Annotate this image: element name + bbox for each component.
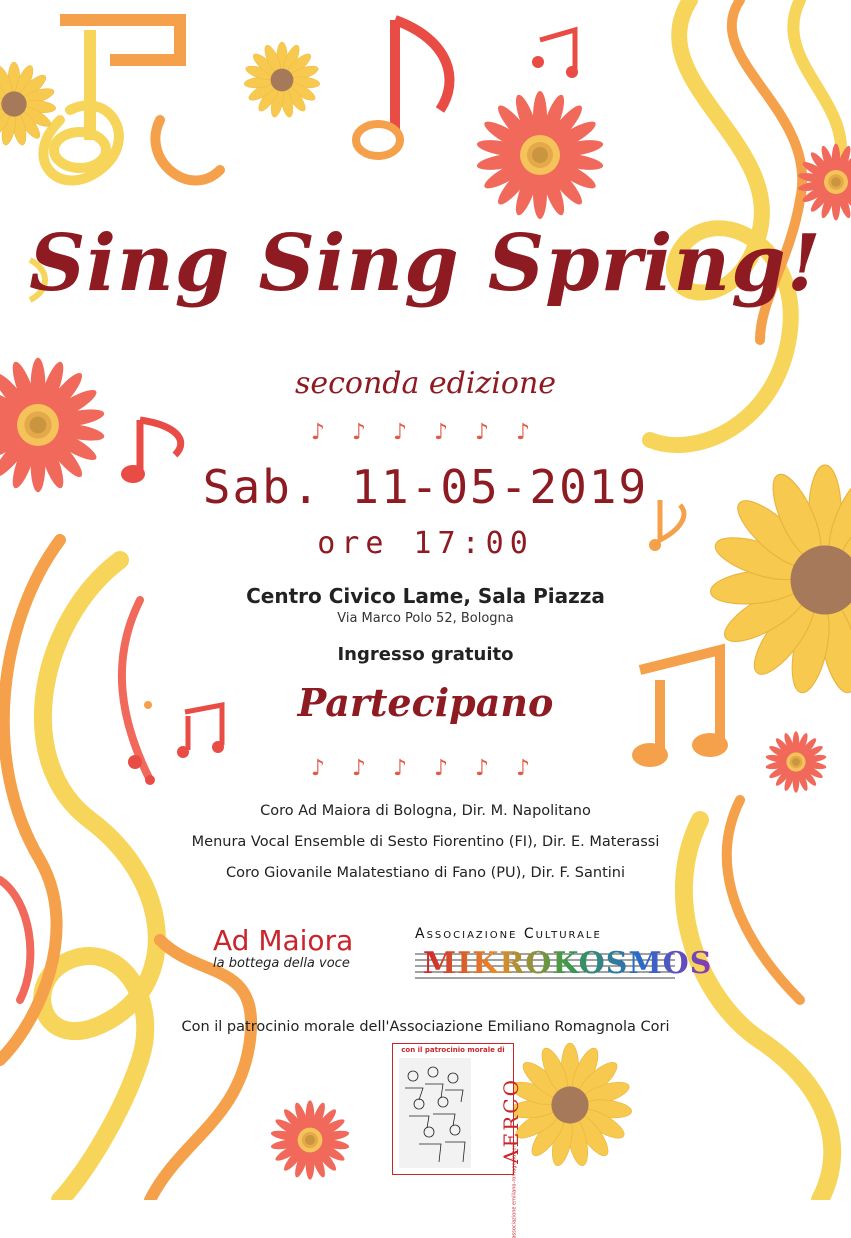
participants-heading: Partecipano (297, 680, 554, 725)
poster-subtitle: seconda edizione (294, 366, 557, 401)
list-item: Coro Giovanile Malatestiano di Fano (PU), Dir. F. Santini (225, 865, 626, 881)
aerco-name: AERCO (499, 1078, 523, 1164)
event-venue: Centro Civico Lame, Sala Piazza (246, 584, 605, 608)
choir-list (0, 796, 851, 889)
aerco-url: associazione emiliano-romagnola cori (511, 1144, 517, 1238)
gerbera-flower-icon (476, 91, 604, 219)
list-item: Coro Ad Maiora di Bologna, Dir. M. Napolitano (260, 803, 591, 819)
music-note-icon (356, 20, 450, 156)
choir-illustration-icon (399, 1058, 471, 1168)
event-address: Via Marco Polo 52, Bologna (337, 611, 514, 626)
event-date: Sab. 11-05-2019 (202, 460, 649, 514)
mikrokosmos-name: MIKROKOSMOS (423, 946, 713, 981)
aerco-caption: con il patrocinio morale di (401, 1046, 505, 1054)
admaiora-tagline: la bottega della voce (213, 956, 350, 971)
sunflower-icon (507, 1043, 632, 1167)
mikrokosmos-caption: Associazione Culturale (415, 926, 602, 942)
event-time: ore 17:00 (317, 526, 534, 561)
music-note-icon (532, 30, 578, 78)
admaiora-logo (213, 926, 363, 971)
sunflower-icon (244, 42, 321, 118)
list-item: Menura Vocal Ensemble di Sesto Fiorentino (FI), Dir. E. Materassi (191, 834, 660, 850)
gerbera-flower-icon (270, 1100, 350, 1179)
admaiora-name: Ad Maiora (213, 924, 354, 957)
music-notes-divider-icon: ♪ ♪ ♪ ♪ ♪ ♪ (310, 756, 541, 781)
poster-title: Sing Sing Spring! (29, 218, 822, 309)
mikrokosmos-wordmark (415, 946, 713, 984)
mikrokosmos-logo (415, 926, 713, 984)
music-notes-divider-icon: ♪ ♪ ♪ ♪ ♪ ♪ (310, 420, 541, 445)
aerco-logo (392, 1043, 523, 1238)
entry-info: Ingresso gratuito (337, 644, 514, 665)
patronage-text: Con il patrocinio morale dell'Associazione Emiliano Romagnola Cori (181, 1019, 670, 1035)
